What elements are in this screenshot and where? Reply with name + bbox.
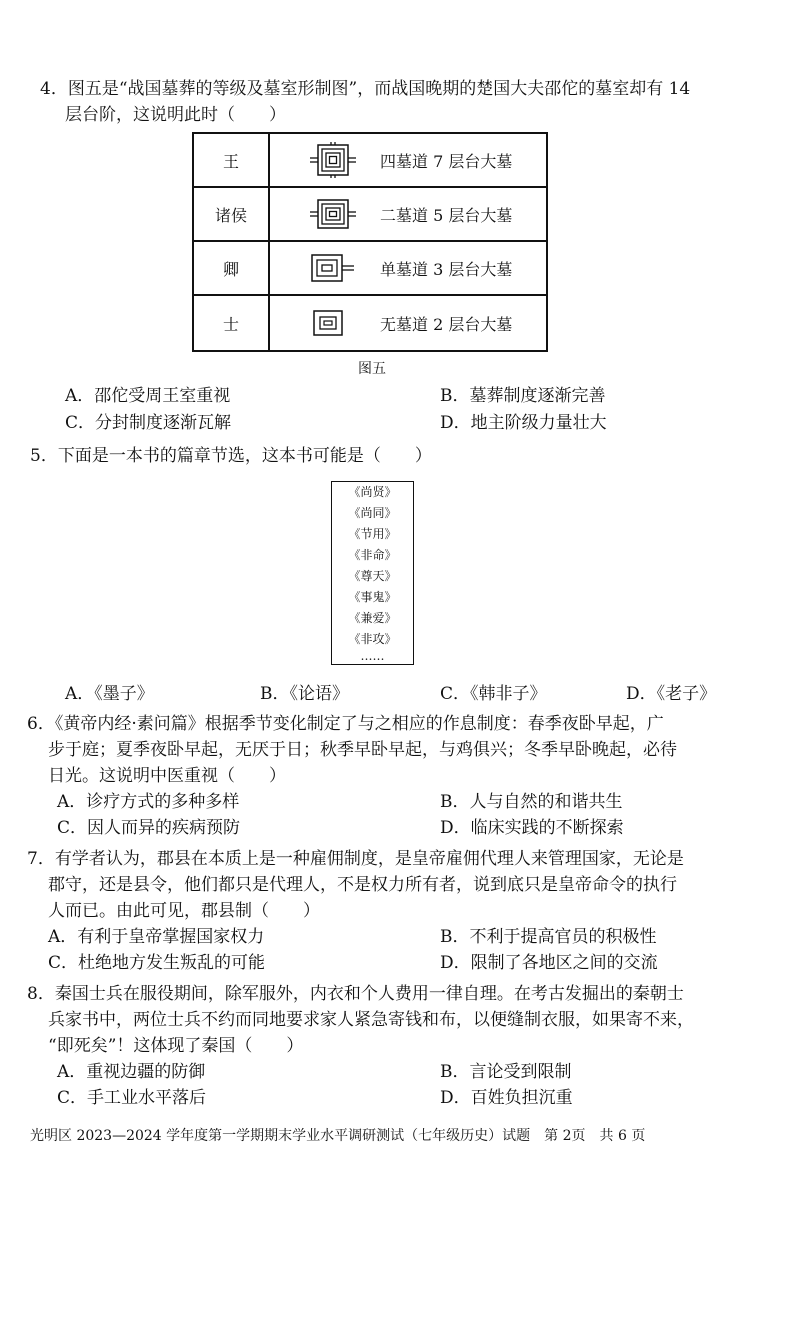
tomb-single-passage-icon — [310, 253, 354, 283]
q7-option-a[interactable]: A．有利于皇帝掌握国家权力 — [48, 927, 265, 947]
q8-option-c[interactable]: C．手工业水平落后 — [57, 1088, 207, 1108]
q5-option-c[interactable]: C．《韩非子》 — [440, 684, 547, 704]
rank-cell: 王 — [194, 134, 270, 186]
q5-stem: 5．下面是一本书的篇章节选，这本书可能是（ ） — [30, 446, 432, 466]
tomb-four-passage-icon — [310, 142, 356, 178]
q6-stem-line3: 日光。这说明中医重视（ ） — [48, 766, 286, 786]
q5-option-b[interactable]: B．《论语》 — [260, 684, 349, 704]
q5-option-d[interactable]: D．《老子》 — [626, 684, 717, 704]
table-row — [194, 242, 546, 296]
q6-option-c[interactable]: C．因人而异的疾病预防 — [57, 818, 241, 838]
tomb-hierarchy-table — [192, 132, 548, 352]
q8-stem-line2: 兵家书中，两位士兵不约而同地要求家人紧急寄钱和布，以便缝制衣服，如果寄不来， — [48, 1010, 694, 1030]
q6-stem-line2: 步于庭；夏季夜卧早起，无厌于日；秋季早卧早起，与鸡俱兴；冬季早卧晚起，必待 — [48, 740, 677, 760]
q7-stem-line2: 郡守，还是县令，他们都只是代理人，不是权力所有者，说到底只是皇帝命令的执行 — [48, 875, 677, 895]
q8-option-a[interactable]: A．重视边疆的防御 — [57, 1062, 206, 1082]
q6-option-b[interactable]: B．人与自然的和谐共生 — [440, 792, 623, 812]
table-row — [194, 134, 546, 188]
table-row — [194, 188, 546, 242]
tomb-no-passage-icon — [312, 309, 344, 337]
q8-option-d[interactable]: D．百姓负担沉重 — [440, 1088, 573, 1108]
tomb-desc: 无墓道 2 层台大墓 — [380, 314, 513, 334]
list-item: 《尚同》 — [348, 506, 397, 520]
list-item: 《尚贤》 — [348, 485, 397, 499]
tomb-desc: 二墓道 5 层台大墓 — [380, 205, 513, 225]
list-item: 《非攻》 — [348, 632, 397, 646]
tomb-desc: 单墓道 3 层台大墓 — [380, 259, 513, 279]
page-footer: 光明区 2023—2024 学年度第一学期期末学业水平调研测试（七年级历史）试题 第 2页 共 6 页 — [30, 1128, 646, 1144]
table-row — [194, 296, 546, 350]
figure-caption: 图五 — [358, 361, 386, 377]
list-item: 《节用》 — [348, 527, 397, 541]
list-item: 《事鬼》 — [348, 590, 397, 604]
list-item: 《非命》 — [348, 548, 397, 562]
list-item: 《尊天》 — [348, 569, 397, 583]
q8-option-b[interactable]: B．言论受到限制 — [440, 1062, 572, 1082]
q4-option-b[interactable]: B．墓葬制度逐渐完善 — [440, 386, 606, 406]
q4-stem-line2: 层台阶，这说明此时（ ） — [65, 105, 286, 125]
q5-option-a[interactable]: A．《墨子》 — [65, 684, 154, 704]
q8-stem-line3: “即死矣”！这体现了秦国（ ） — [48, 1036, 304, 1056]
q4-option-d[interactable]: D．地主阶级力量壮大 — [440, 413, 607, 433]
q4-option-c[interactable]: C．分封制度逐渐瓦解 — [65, 413, 232, 433]
book-chapter-list — [331, 481, 414, 665]
list-item: …… — [360, 649, 385, 663]
tomb-desc: 四墓道 7 层台大墓 — [380, 151, 513, 171]
list-item: 《兼爱》 — [348, 611, 397, 625]
rank-cell: 诸侯 — [194, 188, 270, 240]
q8-stem-line1: 8．秦国士兵在服役期间，除军服外，内衣和个人费用一律自理。在考古发掘出的秦朝士 — [27, 984, 684, 1004]
rank-cell: 卿 — [194, 242, 270, 294]
rank-cell: 士 — [194, 296, 270, 350]
q6-option-d[interactable]: D．临床实践的不断探索 — [440, 818, 624, 838]
q4-stem-line1: 4．图五是“战国墓葬的等级及墓室形制图”，而战国晚期的楚国大夫邵佗的墓室却有 14 — [40, 79, 691, 99]
tomb-two-passage-icon — [310, 198, 356, 230]
q6-stem-line1: 6．《黄帝内经·素问篇》根据季节变化制定了与之相应的作息制度：春季夜卧早起，广 — [27, 714, 664, 734]
q4-option-a[interactable]: A．邵佗受周王室重视 — [65, 386, 231, 406]
q7-option-b[interactable]: B．不利于提高官员的积极性 — [440, 927, 657, 947]
q7-stem-line3: 人而已。由此可见，郡县制（ ） — [48, 901, 320, 921]
q7-option-d[interactable]: D．限制了各地区之间的交流 — [440, 953, 658, 973]
q7-stem-line1: 7．有学者认为，郡县在本质上是一种雇佣制度，是皇帝雇佣代理人来管理国家，无论是 — [27, 849, 684, 869]
q6-option-a[interactable]: A．诊疗方式的多种多样 — [57, 792, 240, 812]
q7-option-c[interactable]: C．杜绝地方发生叛乱的可能 — [48, 953, 266, 973]
